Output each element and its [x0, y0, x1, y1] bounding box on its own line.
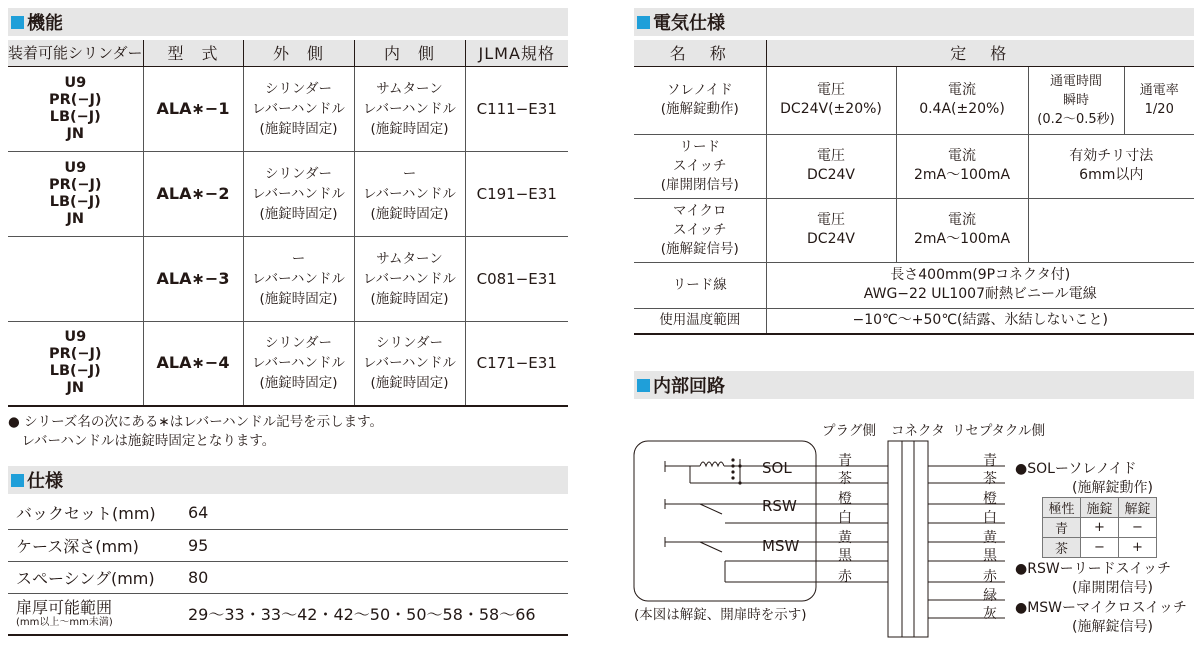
polarity-color: 茶	[1043, 538, 1081, 558]
outer-text: (施錠時固定)	[259, 120, 338, 137]
table-row	[8, 151, 568, 236]
polarity-value: −	[1081, 538, 1119, 558]
rsw-legend-sub: (扉開閉信号)	[1072, 580, 1153, 596]
cell-text: (0.2〜0.5秒)	[1037, 111, 1115, 127]
cell-text: DC24V	[807, 231, 855, 247]
specs-table	[8, 497, 568, 636]
cyl-text: PR(−J)	[48, 176, 102, 193]
section-marker-icon	[11, 16, 24, 29]
receptacle-wire-label: 青	[983, 453, 997, 469]
section-marker-icon	[637, 379, 650, 392]
inner-text: サムターン	[376, 250, 443, 267]
note-line: ● シリーズ名の次にある∗はレバーハンドル記号を示します。	[8, 414, 384, 430]
cell-text: 瞬時	[1062, 92, 1089, 108]
cell-text: 電圧	[817, 82, 845, 98]
cyl-text: U9	[64, 159, 87, 176]
inner-text: レバーハンドル	[363, 100, 456, 117]
model-cell: ALA∗−2	[143, 151, 243, 236]
inner-text: (施錠時固定)	[370, 290, 449, 307]
rsw-legend: ●RSWーリードスイッチ	[1015, 561, 1171, 577]
model-cell: ALA∗−3	[143, 236, 243, 321]
col-jlma: JLMA規格	[465, 40, 568, 66]
spec-label: ケース深さ(mm)	[8, 529, 188, 561]
cell-text: 2mA〜100mA	[913, 167, 1011, 183]
cell-text: 有効チリ寸法	[1069, 148, 1154, 164]
lead-name-cell: リード線	[634, 262, 766, 308]
outer-text: (施錠時固定)	[259, 375, 338, 392]
outer-text: レバーハンドル	[252, 355, 345, 372]
msw-legend-sub: (施解錠信号)	[1072, 619, 1153, 635]
jlma-cell: C171−E31	[465, 321, 568, 406]
spec-label: バックセット(mm)	[8, 497, 188, 529]
plug-wire-label: 茶	[838, 471, 852, 487]
cell-text: (施解錠動作)	[660, 101, 739, 117]
sol-current-cell	[896, 66, 1028, 134]
cell-text: DC24V	[807, 167, 855, 183]
inner-text: レバーハンドル	[363, 185, 456, 202]
model-cell: ALA∗−1	[143, 66, 243, 151]
spec-label-main: 扉厚可能範囲	[16, 598, 113, 618]
section-marker-icon	[11, 474, 24, 487]
col-inner: 内 側	[354, 40, 465, 66]
electrical-table	[634, 40, 1194, 335]
polarity-table	[1042, 497, 1157, 558]
electrical-heading	[634, 8, 1194, 36]
cell-text: マイクロ	[673, 202, 727, 219]
table-row	[634, 262, 1194, 308]
spec-label	[8, 593, 188, 635]
rsw-label: RSW	[762, 497, 797, 515]
rsw-name-cell	[634, 134, 766, 198]
inner-cell	[354, 151, 465, 236]
table-row	[8, 561, 568, 593]
functions-table	[8, 40, 568, 407]
msw-empty-cell	[1028, 198, 1194, 262]
msw-label: MSW	[762, 537, 800, 555]
receptacle-side-label: リセプタクル側	[952, 423, 1046, 439]
cell-text: 長さ400mm(9Pコネクタ付)	[890, 267, 1071, 283]
cell-text: 電流	[948, 82, 976, 98]
plug-wire-label: 赤	[838, 569, 852, 585]
receptacle-wire-label: 白	[983, 510, 997, 526]
inner-cell	[354, 236, 465, 321]
jlma-cell: C111−E31	[465, 66, 568, 151]
table-row	[634, 66, 1194, 134]
spec-value: 95	[188, 529, 568, 561]
inner-text: (施錠時固定)	[370, 120, 449, 137]
electrical-title: 電気仕様	[653, 13, 725, 34]
connector-block	[888, 441, 928, 637]
outer-text: ー	[291, 250, 306, 267]
cell-text: 6mm以内	[1079, 167, 1144, 183]
section-marker-icon	[637, 16, 650, 29]
plug-wire-label: 橙	[838, 491, 852, 507]
cyl-text: JN	[66, 125, 85, 142]
cyl-text: JN	[66, 210, 85, 227]
table-row	[8, 321, 568, 406]
inner-text: (施錠時固定)	[370, 375, 449, 392]
table-row	[8, 236, 568, 321]
table-row	[634, 134, 1194, 198]
model-cell: ALA∗−4	[143, 321, 243, 406]
receptacle-wire-label: 黒	[983, 548, 997, 564]
table-row	[634, 198, 1194, 262]
cell-text: 電流	[948, 212, 976, 228]
outer-text: シリンダー	[265, 80, 332, 97]
inner-text: (施錠時固定)	[370, 205, 449, 222]
col-model: 型 式	[143, 40, 243, 66]
rsw-gap-cell	[1028, 134, 1194, 198]
receptacle-wire-label: 茶	[983, 471, 997, 487]
col-outer: 外 側	[243, 40, 354, 66]
temp-value-cell: −10℃〜+50℃(結露、氷結しないこと)	[766, 308, 1194, 334]
outer-text: レバーハンドル	[252, 185, 345, 202]
plug-wire-label: 黄	[838, 530, 852, 546]
sol-voltage-cell	[766, 66, 896, 134]
table-row	[8, 529, 568, 561]
cyl-text: LB(−J)	[49, 108, 101, 125]
spec-value: 29〜33・33〜42・42〜50・50〜58・58〜66	[188, 593, 568, 635]
outer-text: (施錠時固定)	[259, 205, 338, 222]
cell-text: AWG−22 UL1007耐熱ビニール電線	[863, 286, 1097, 302]
outer-cell	[243, 236, 354, 321]
cell-text: DC24V(±20%)	[780, 101, 882, 117]
receptacle-wire-label: 黄	[983, 530, 997, 546]
cyl-text: LB(−J)	[49, 363, 101, 380]
inner-text: ー	[402, 165, 417, 182]
table-row	[8, 66, 568, 151]
cylinder-cell	[8, 151, 143, 236]
circuit-heading	[634, 371, 1194, 399]
sol-legend: ●SOLーソレノイド	[1015, 461, 1137, 477]
sol-legend-sub: (施解錠動作)	[1072, 480, 1153, 496]
cyl-text: JN	[66, 380, 85, 397]
electrical-header-row	[634, 40, 1194, 66]
circuit-caption: (本図は解錠、開扉時を示す)	[634, 607, 807, 623]
cell-text: 電圧	[817, 148, 845, 164]
cylinder-cell	[8, 66, 143, 151]
spec-value: 80	[188, 561, 568, 593]
circuit-title: 内部回路	[653, 376, 725, 397]
receptacle-wire-label: 橙	[983, 491, 997, 507]
outer-text: (施錠時固定)	[259, 290, 338, 307]
polarity-header-row	[1043, 498, 1157, 518]
cell-text: リード	[679, 138, 720, 155]
rsw-voltage-cell	[766, 134, 896, 198]
lead-value-cell	[766, 262, 1194, 308]
functions-heading	[8, 8, 568, 36]
cell-text: スイッチ	[673, 157, 727, 174]
cell-text: スイッチ	[673, 221, 727, 238]
outer-text: シリンダー	[265, 335, 332, 352]
cell-text: (施解錠信号)	[660, 240, 739, 257]
msw-current-cell	[896, 198, 1028, 262]
msw-name-cell	[634, 198, 766, 262]
cell-text: ソレノイド	[666, 82, 733, 98]
functions-title: 機能	[27, 13, 63, 34]
spec-value: 64	[188, 497, 568, 529]
polarity-value: +	[1119, 538, 1157, 558]
spec-label-sub: (mm以上〜mm未満)	[16, 617, 113, 629]
cyl-text: U9	[64, 329, 87, 346]
plug-wire-label: 黒	[838, 548, 852, 564]
inner-text: レバーハンドル	[363, 270, 456, 287]
sol-time-cell	[1028, 66, 1124, 134]
outer-text: レバーハンドル	[252, 270, 345, 287]
msw-voltage-cell	[766, 198, 896, 262]
polarity-header: 極性	[1043, 498, 1081, 518]
cell-text: (扉開閉信号)	[660, 176, 739, 193]
plug-side-label: プラグ側	[822, 423, 876, 439]
col-cylinder: 装着可能シリンダー	[8, 40, 143, 66]
receptacle-wire-label: 赤	[983, 569, 997, 585]
cell-text: 0.4A(±20%)	[919, 101, 1005, 117]
cell-text: 電圧	[817, 212, 845, 228]
cell-text: 電流	[948, 148, 976, 164]
table-row	[1043, 538, 1157, 558]
receptacle-wire-label: 灰	[983, 606, 997, 622]
cyl-text: LB(−J)	[49, 193, 101, 210]
rsw-current-cell	[896, 134, 1028, 198]
polarity-color: 青	[1043, 518, 1081, 538]
plug-wire-label: 白	[838, 510, 852, 526]
specs-title: 仕様	[27, 471, 63, 492]
polarity-value: −	[1119, 518, 1157, 538]
sol-label: SOL	[762, 459, 792, 477]
solenoid-diodes-icon	[731, 458, 741, 484]
cyl-text: PR(−J)	[48, 346, 102, 363]
sol-duty-cell	[1124, 66, 1194, 134]
inner-text: レバーハンドル	[363, 355, 456, 372]
polarity-value: +	[1081, 518, 1119, 538]
col-name: 名 称	[634, 40, 766, 66]
cell-text: 2mA〜100mA	[913, 231, 1011, 247]
outer-text: レバーハンドル	[252, 100, 345, 117]
connector-label: コネクタ	[891, 423, 945, 439]
cylinder-cell	[8, 236, 143, 321]
col-rating: 定 格	[766, 40, 1194, 66]
msw-legend: ●MSWーマイクロスイッチ	[1015, 600, 1187, 616]
table-row	[8, 593, 568, 635]
outer-text: シリンダー	[265, 165, 332, 182]
temp-name-cell: 使用温度範囲	[634, 308, 766, 334]
functions-header-row	[8, 40, 568, 66]
table-row	[1043, 518, 1157, 538]
plug-wires	[816, 466, 888, 582]
cyl-text: PR(−J)	[48, 91, 102, 108]
cell-text: 通電時間	[1049, 73, 1102, 89]
table-row	[8, 497, 568, 529]
cyl-text: U9	[64, 74, 87, 91]
receptacle-wire-label: 緑	[983, 588, 997, 604]
jlma-cell: C191−E31	[465, 151, 568, 236]
spec-label: スペーシング(mm)	[8, 561, 188, 593]
solenoid-coil-icon	[665, 459, 816, 483]
polarity-header: 解錠	[1119, 498, 1157, 518]
inner-cell	[354, 66, 465, 151]
cell-text: 通電率	[1139, 83, 1179, 98]
specs-heading	[8, 466, 568, 494]
sol-name-cell	[634, 66, 766, 134]
functions-note	[8, 413, 383, 451]
outer-cell	[243, 151, 354, 236]
jlma-cell: C081−E31	[465, 236, 568, 321]
polarity-header: 施錠	[1081, 498, 1119, 518]
inner-cell	[354, 321, 465, 406]
note-line: レバーハンドルは施錠時固定となります。	[8, 433, 276, 449]
outer-cell	[243, 66, 354, 151]
cylinder-cell	[8, 321, 143, 406]
inner-text: シリンダー	[376, 335, 443, 352]
plug-wire-label: 青	[838, 453, 852, 469]
table-row	[634, 308, 1194, 334]
inner-text: サムターン	[376, 80, 443, 97]
cell-text: 1/20	[1144, 102, 1174, 117]
outer-cell	[243, 321, 354, 406]
